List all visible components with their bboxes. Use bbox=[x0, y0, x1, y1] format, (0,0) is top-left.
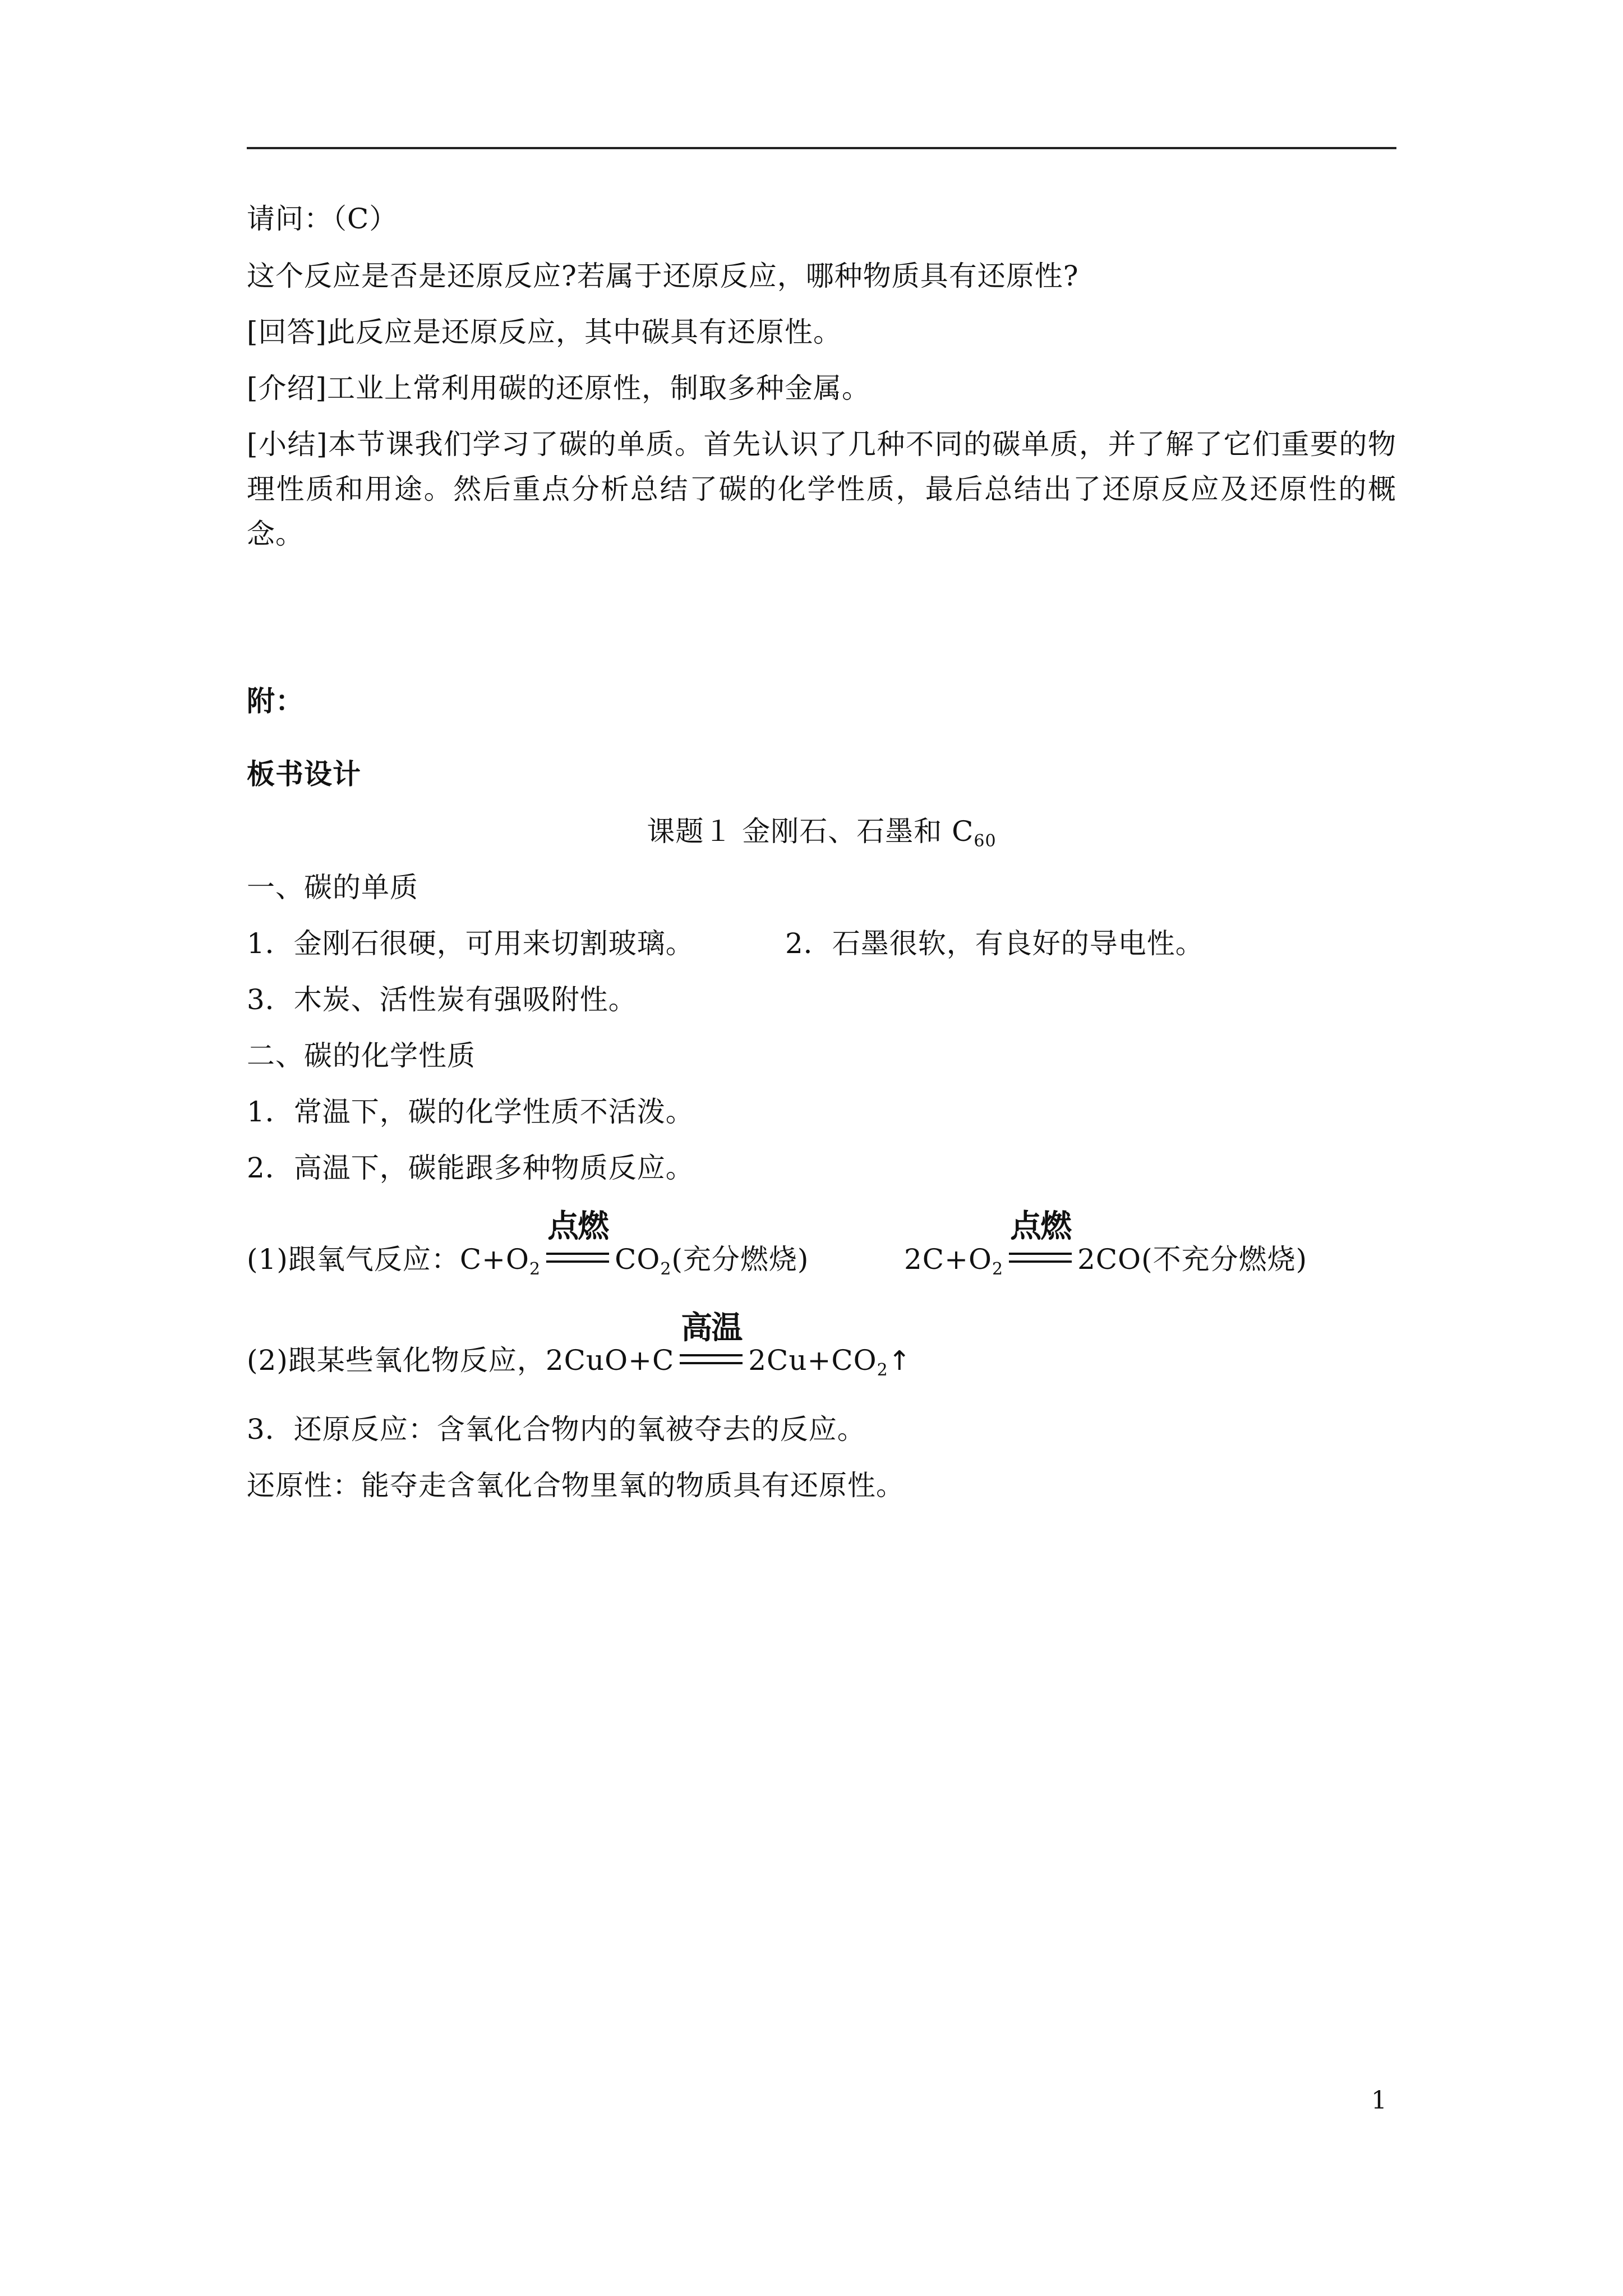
eq3-equal-sign bbox=[680, 1354, 743, 1364]
section2-item3: 3．还原反应：含氧化合物内的氧被夺去的反应。 bbox=[247, 1413, 866, 1446]
section2-heading: 二、碳的化学性质 bbox=[247, 1039, 476, 1072]
eq2-condition bbox=[1007, 1208, 1074, 1276]
equation-3 bbox=[247, 1310, 911, 1380]
eq2-reactants: 2C+O bbox=[904, 1243, 992, 1276]
question-text: 这个反应是否是还原反应?若属于还原反应，哪种物质具有还原性? bbox=[247, 260, 1079, 292]
reducibility-definition: 还原性：能夺走含氧化合物里氧的物质具有还原性。 bbox=[247, 1469, 905, 1502]
section2-item1: 1．常温下，碳的化学性质不活泼。 bbox=[247, 1096, 694, 1128]
gas-arrow-icon: ↑ bbox=[888, 1345, 911, 1377]
board-design-heading: 板书设计 bbox=[247, 757, 361, 790]
lesson-title bbox=[247, 815, 1396, 851]
eq3-reactants: (2)跟某些氧化物反应，2CuO+C bbox=[247, 1344, 675, 1377]
appendix-label: 附： bbox=[247, 684, 304, 717]
page-number: 1 bbox=[1371, 2086, 1387, 2115]
section1-heading: 一、碳的单质 bbox=[247, 871, 418, 904]
eq2-note: (不充分燃烧) bbox=[1141, 1243, 1308, 1276]
question-label: 请问：（C） bbox=[247, 203, 398, 235]
equation-1 bbox=[247, 1208, 809, 1279]
section2-item2: 2．高温下，碳能跟多种物质反应。 bbox=[247, 1152, 694, 1184]
eq1-condition bbox=[544, 1208, 611, 1276]
intro-text: [介绍]工业上常利用碳的还原性，制取多种金属。 bbox=[247, 372, 871, 404]
header-rule bbox=[247, 147, 1396, 149]
eq1-product-subscript: 2 bbox=[660, 1259, 672, 1279]
eq1-product: CO bbox=[615, 1243, 661, 1276]
eq3-condition bbox=[677, 1310, 745, 1378]
eq3-product: 2Cu+CO bbox=[748, 1344, 877, 1377]
eq2-product: 2CO bbox=[1077, 1243, 1142, 1276]
section1-item3: 3．木炭、活性炭有强吸附性。 bbox=[247, 983, 637, 1016]
eq3-product-subscript: 2 bbox=[877, 1360, 888, 1380]
eq2-o-subscript: 2 bbox=[992, 1259, 1004, 1279]
answer-text: [回答]此反应是还原反应，其中碳具有还原性。 bbox=[247, 316, 842, 348]
eq1-reactants: (1)跟氧气反应：C+O bbox=[247, 1243, 529, 1276]
eq2-condition-text: 点燃 bbox=[1010, 1208, 1071, 1245]
eq3-condition-text: 高温 bbox=[681, 1310, 742, 1346]
equation-2 bbox=[904, 1208, 1308, 1279]
eq1-equal-sign bbox=[546, 1253, 609, 1263]
eq1-o-subscript: 2 bbox=[529, 1259, 541, 1279]
summary-paragraph: [小结]本节课我们学习了碳的单质。首先认识了几种不同的碳单质，并了解了它们重要的物理性质和用途。然后重点分析总结了碳的化学性质，最后总结出了还原反应及还原性的概念。 bbox=[247, 428, 1396, 550]
lesson-title-subscript: 60 bbox=[974, 831, 997, 851]
eq1-note: (充分燃烧) bbox=[671, 1243, 809, 1276]
lesson-title-main: 课题１ 金刚石、石墨和 C bbox=[647, 815, 974, 848]
eq2-equal-sign bbox=[1009, 1253, 1072, 1263]
eq1-condition-text: 点燃 bbox=[547, 1208, 608, 1245]
section1-item2: 2．石墨很软，有良好的导电性。 bbox=[785, 927, 1204, 960]
section1-item1: 1．金刚石很硬，可用来切割玻璃。 bbox=[247, 927, 694, 960]
